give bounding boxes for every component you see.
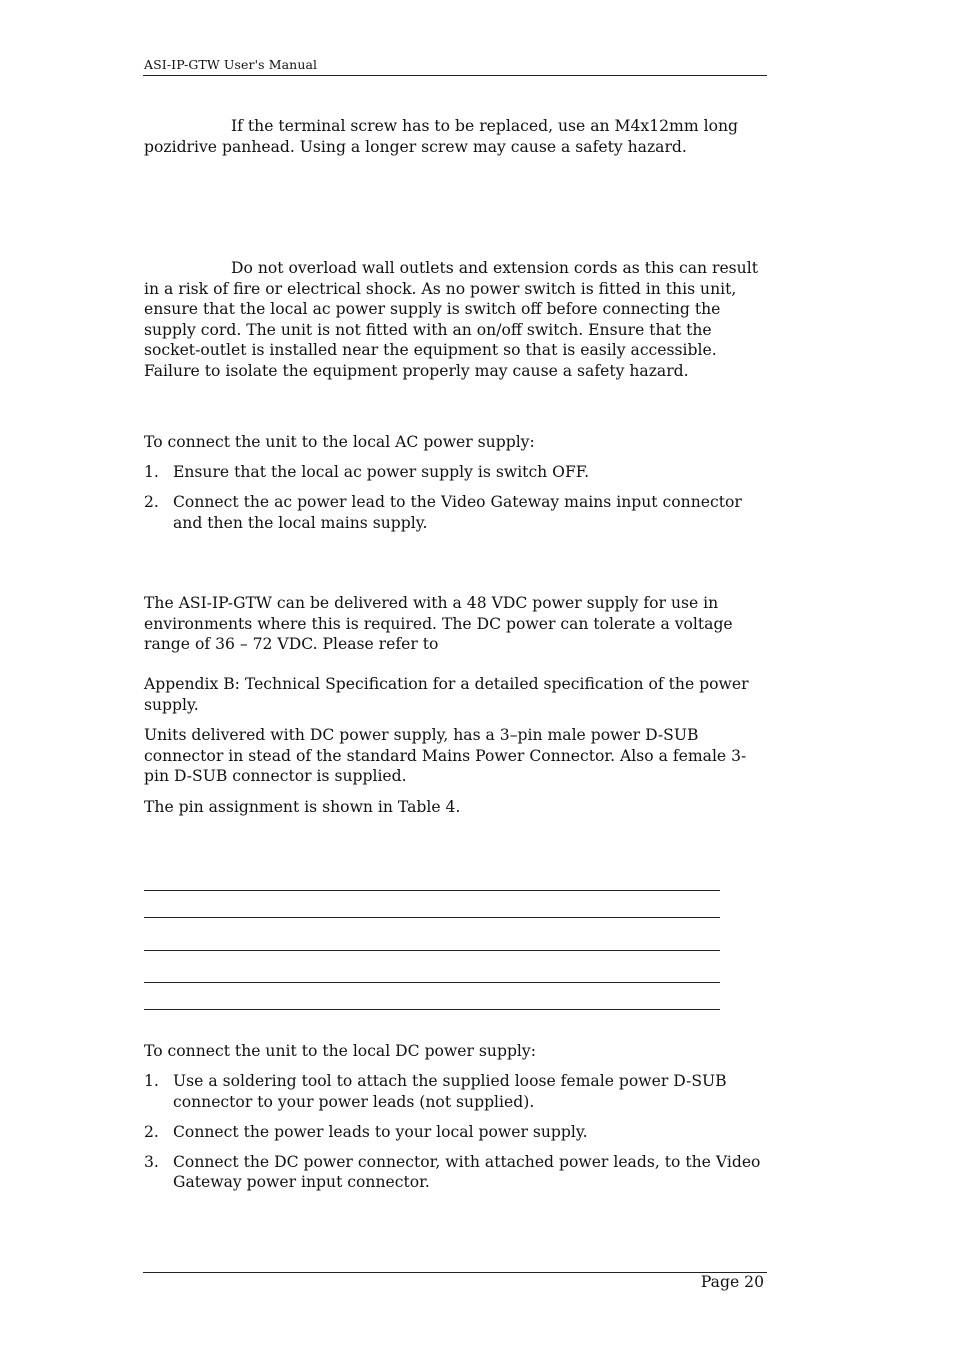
dc-paragraph-2: Appendix B: Technical Specification for a detailed specification of the power supply. [144, 675, 749, 714]
header-rule [143, 75, 767, 76]
list-item [144, 1071, 766, 1112]
list-item-number: 2. [144, 492, 159, 511]
table-rule [144, 950, 720, 951]
list-item-number: 2. [144, 1122, 159, 1141]
dc-steps-list [144, 1071, 766, 1202]
page-number: Page 20 [700, 1273, 764, 1291]
dc-paragraph-3: Units delivered with DC power supply, has a 3–pin male power D-SUB connector in stead of the standard Mains Power Connector. Also a female 3-pin D-SUB connector is supplied. [144, 726, 747, 786]
list-item [144, 492, 766, 533]
table-rule [144, 890, 720, 891]
list-item [144, 1122, 766, 1143]
screw-warning-paragraph [144, 116, 766, 157]
list-item-text: Use a soldering tool to attach the supplied loose female power D-SUB connector to your power leads (not supplied). [173, 1072, 727, 1111]
table-rule [144, 982, 720, 983]
list-item-number: 1. [144, 463, 159, 481]
running-header: ASI-IP-GTW User's Manual [144, 57, 318, 72]
dc-intro-text: To connect the unit to the local DC power supply: [144, 1042, 536, 1060]
table-rule [144, 1009, 720, 1010]
list-item [144, 462, 766, 483]
list-item-text: Connect the ac power lead to the Video Gateway mains input connector and then the local mains supply. [173, 492, 742, 532]
overload-warning-paragraph [144, 258, 766, 382]
ac-intro-text: To connect the unit to the local AC power supply: [144, 433, 535, 451]
list-item [144, 1152, 766, 1193]
table-rule [144, 917, 720, 918]
dc-paragraph-4: The pin assignment is shown in Table 4. [144, 798, 461, 816]
ac-steps-list [144, 462, 766, 543]
list-item-text: Connect the power leads to your local power supply. [173, 1122, 588, 1141]
footer-rule [143, 1272, 767, 1273]
dc-paragraph-1: The ASI-IP-GTW can be delivered with a 48 VDC power supply for use in environments where this is required. The DC power can tolerate a voltage range of 36 – 72 VDC. Please refer to [144, 594, 733, 654]
overload-warning-text: Do not overload wall outlets and extension cords as this can result in a risk of fire or electrical shock. As no power switch is fitted in this unit, ensure that the local ac power supply is switch off before connecting the supply cord. The unit is not fitted with an on/off switch. Ensure that the socket-outlet is installed near the equipment so that is easily accessible. Failure to isolate the equipment properly may cause a safety hazard. [144, 259, 758, 380]
list-item-text: Ensure that the local ac power supply is switch OFF. [173, 463, 590, 481]
screw-warning-text: If the terminal screw has to be replaced, use an M4x12mm long pozidrive panhead. Using a longer screw may cause a safety hazard. [144, 117, 738, 156]
list-item-text: Connect the DC power connector, with attached power leads, to the Video Gateway power input connector. [173, 1152, 761, 1192]
list-item-number: 3. [144, 1152, 159, 1171]
list-item-number: 1. [144, 1072, 159, 1090]
